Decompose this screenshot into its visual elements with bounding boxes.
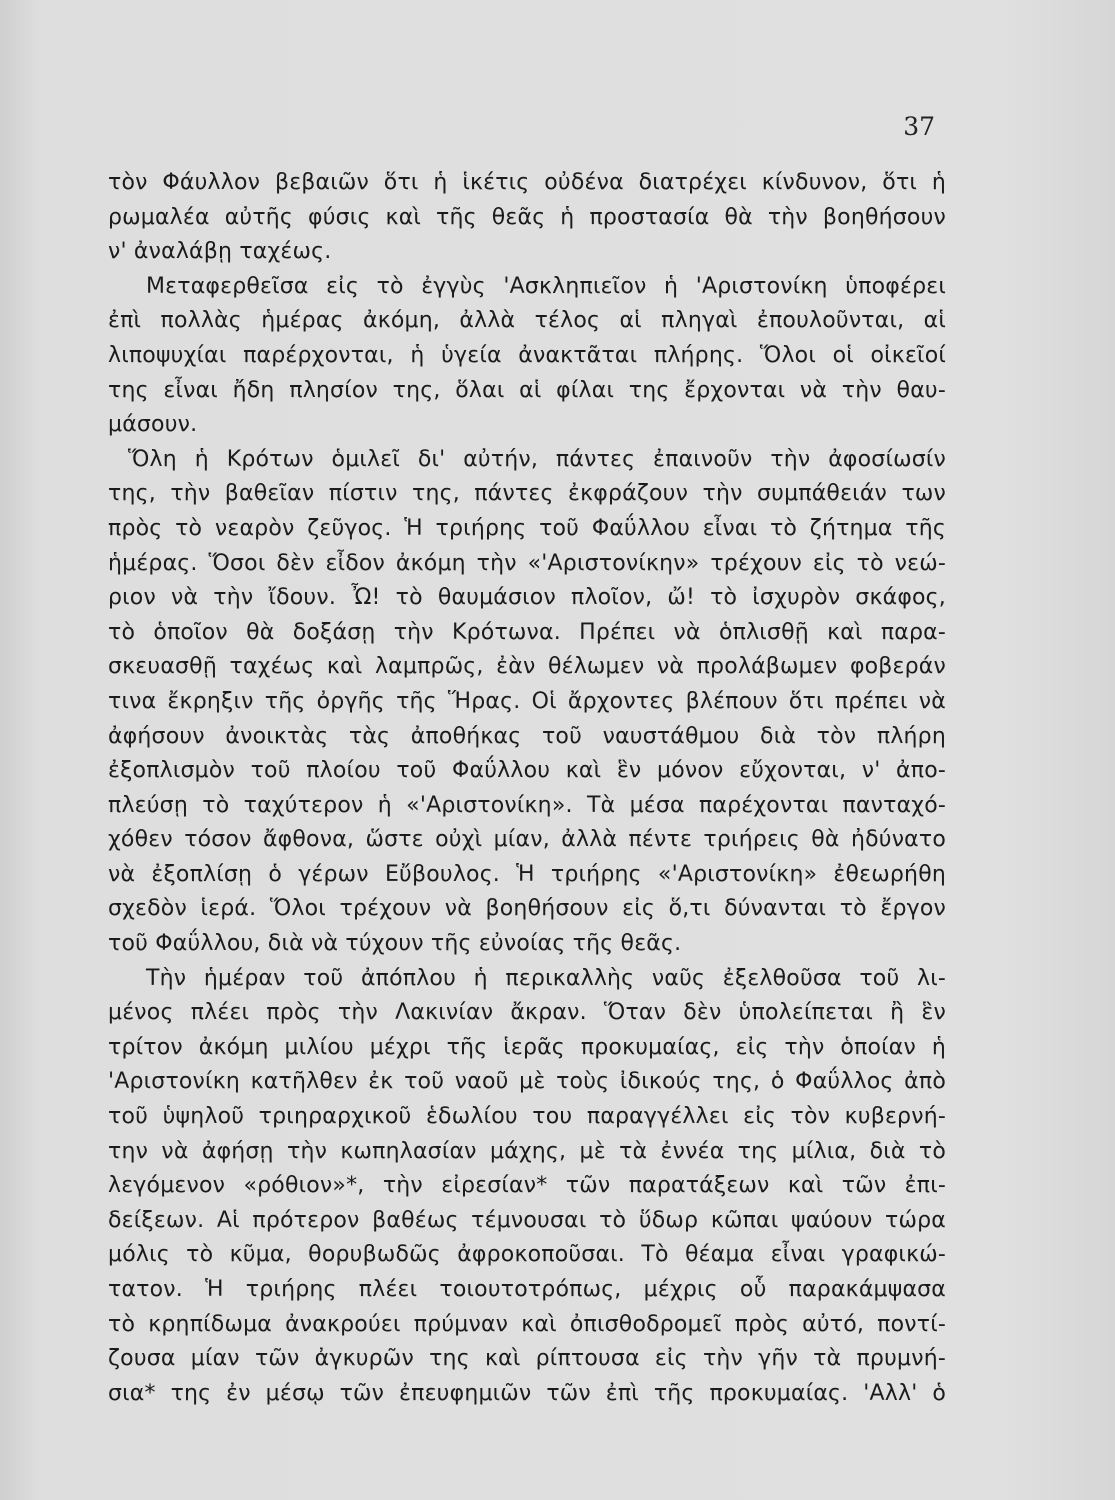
- page-number: 37: [903, 112, 935, 141]
- text-line: λιποψυχίαι παρέρχονται, ἡ ὑγεία ἀνακτᾶται πλήρης. Ὅλοι οἱ οἰκεῖοί: [108, 342, 946, 368]
- text-line: λεγόμενον «ρόθιον»*, τὴν εἰρεσίαν* τῶν παρατάξεων καὶ τῶν ἐπι-: [108, 1173, 946, 1199]
- text-line: την νὰ ἀφήσῃ τὴν κωπηλασίαν μάχης, μὲ τὰ ἐννέα της μίλια, διὰ τὸ: [108, 1138, 946, 1164]
- text-line: τρίτον ἀκόμη μιλίου μέχρι τῆς ἱερᾶς προκυμαίας, εἰς τὴν ὁποίαν ἡ: [108, 1034, 946, 1060]
- text-line: τὸ ὁποῖον θὰ δοξάσῃ τὴν Κρότωνα. Πρέπει νὰ ὁπλισθῇ καὶ παρα-: [108, 619, 946, 645]
- text-line: 'Αριστονίκη κατῆλθεν ἐκ τοῦ ναοῦ μὲ τοὺς ἰδικούς της, ὁ Φαΰλλος ἀπὸ: [108, 1069, 946, 1095]
- text-line: ριον νὰ τὴν ἴδουν. Ὦ! τὸ θαυμάσιον πλοῖον, ὤ! τὸ ἰσχυρὸν σκάφος,: [108, 585, 946, 611]
- text-line: ἀφήσουν ἀνοικτὰς τὰς ἀποθήκας τοῦ ναυστάθμου διὰ τὸν πλήρη: [108, 723, 946, 749]
- text-line: τὸν Φάυλλον βεβαιῶν ὅτι ἡ ἱκέτις οὐδένα διατρέχει κίνδυνον, ὅτι ἡ: [108, 170, 946, 195]
- text-line: ρωμαλέα αὐτῆς φύσις καὶ τῆς θεᾶς ἡ προστασία θὰ τὴν βοηθήσουν: [108, 204, 946, 230]
- text-line: Τὴν ἡμέραν τοῦ ἀπόπλου ἡ περικαλλὴς ναῦς ἐξελθοῦσα τοῦ λι-: [146, 965, 946, 991]
- text-line: τοῦ Φαΰλλου, διὰ νὰ τύχουν τῆς εὐνοίας τῆς θεᾶς.: [108, 931, 682, 957]
- text-line: τινα ἔκρηξιν τῆς ὀργῆς τῆς Ἥρας. Οἱ ἄρχοντες βλέπουν ὅτι πρέπει νὰ: [108, 688, 946, 714]
- text-line: σκευασθῇ ταχέως καὶ λαμπρῶς, ἐὰν θέλωμεν νὰ προλάβωμεν φοβεράν: [108, 654, 946, 680]
- text-line: νὰ ἐξοπλίσῃ ὁ γέρων Εὔβουλος. Ἡ τριήρης «'Αριστονίκη» ἐθεωρήθη: [108, 861, 946, 887]
- text-line: δείξεων. Αἱ πρότερον βαθέως τέμνουσαι τὸ ὕδωρ κῶπαι ψαύουν τώρα: [108, 1207, 946, 1233]
- text-line: χόθεν τόσον ἄφθονα, ὥστε οὐχὶ μίαν, ἀλλὰ πέντε τριήρεις θὰ ἠδύνατο: [108, 827, 946, 853]
- text-line: τατον. Ἡ τριήρης πλέει τοιουτοτρόπως, μέχρις οὗ παρακάμψασα: [108, 1277, 946, 1302]
- text-line: σια* της ἐν μέσῳ τῶν ἐπευφημιῶν τῶν ἐπὶ τῆς προκυμαίας. 'Αλλ' ὁ: [108, 1380, 946, 1406]
- text-line: πλεύσῃ τὸ ταχύτερον ἡ «'Αριστονίκη». Τὰ μέσα παρέχονται πανταχό-: [108, 792, 946, 818]
- text-line: ἡμέρας. Ὅσοι δὲν εἶδον ἀκόμη τὴν «'Αριστονίκην» τρέχουν εἰς τὸ νεώ-: [108, 550, 946, 576]
- text-line: Ὅλη ἡ Κρότων ὁμιλεῖ δι' αὐτήν, πάντες ἐπαινοῦν τὴν ἀφοσίωσίν: [128, 446, 946, 472]
- text-line: ἐπὶ πολλὰς ἡμέρας ἀκόμη, ἀλλὰ τέλος αἱ πληγαὶ ἐπουλοῦνται, αἱ: [108, 308, 946, 334]
- text-line: Μεταφερθεῖσα εἰς τὸ ἐγγὺς 'Ασκληπιεῖον ἡ 'Αριστονίκη ὑποφέρει: [146, 273, 946, 299]
- text-line: σχεδὸν ἱερά. Ὅλοι τρέχουν νὰ βοηθήσουν εἰς ὅ,τι δύνανται τὸ ἔργον: [108, 896, 946, 922]
- text-line: της εἶναι ἤδη πλησίον της, ὅλαι αἱ φίλαι της ἔρχονται νὰ τὴν θαυ-: [108, 377, 946, 403]
- body-text: [108, 166, 946, 1411]
- text-line: πρὸς τὸ νεαρὸν ζεῦγος. Ἡ τριήρης τοῦ Φαΰλλου εἶναι τὸ ζήτημα τῆς: [108, 515, 946, 541]
- text-line: μάσουν.: [108, 412, 198, 438]
- text-line: της, τὴν βαθεῖαν πίστιν της, πάντες ἐκφράζουν τὴν συμπάθειάν των: [108, 481, 946, 507]
- text-line: ἐξοπλισμὸν τοῦ πλοίου τοῦ Φαΰλλου καὶ ἓν μόνον εὔχονται, ν' ἀπο-: [108, 758, 946, 784]
- text-line: μόλις τὸ κῦμα, θορυβωδῶς ἀφροκοποῦσαι. Τὸ θέαμα εἶναι γραφικώ-: [108, 1242, 946, 1268]
- text-line: τοῦ ὑψηλοῦ τριηραρχικοῦ ἑδωλίου του παραγγέλλει εἰς τὸν κυβερνή-: [108, 1104, 946, 1130]
- text-line: μένος πλέει πρὸς τὴν Λακινίαν ἄκραν. Ὅταν δὲν ὑπολείπεται ἢ ἓν: [108, 1000, 946, 1026]
- text-line: ν' ἀναλάβῃ ταχέως.: [108, 239, 332, 265]
- text-line: ζουσα μίαν τῶν ἀγκυρῶν της καὶ ρίπτουσα εἰς τὴν γῆν τὰ πρυμνή-: [108, 1346, 946, 1372]
- text-line: τὸ κρηπίδωμα ἀνακρούει πρύμναν καὶ ὀπισθοδρομεῖ πρὸς αὐτό, ποντί-: [108, 1311, 946, 1337]
